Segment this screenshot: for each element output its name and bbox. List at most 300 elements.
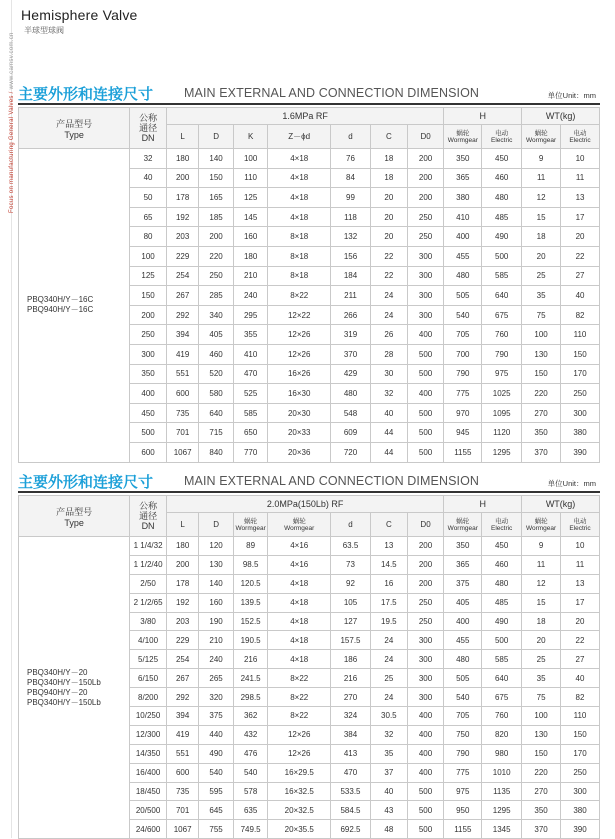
table-cell: 4×18 (268, 207, 331, 227)
table-cell: 8/200 (130, 688, 167, 707)
table-cell: 25 (522, 650, 561, 669)
table-cell: 419 (166, 344, 198, 364)
table-cell: 130 (199, 555, 234, 574)
table-cell: 13 (561, 574, 600, 593)
table-cell: 505 (444, 669, 482, 688)
table-cell: 220 (522, 763, 561, 782)
col-D0: D0 (407, 513, 444, 537)
table-cell: 429 (331, 364, 371, 384)
table-cell: 300 (407, 286, 444, 306)
table-cell: 24 (370, 305, 407, 325)
table-cell: 9 (522, 537, 561, 556)
table-cell: 540 (233, 763, 268, 782)
table-cell: 4×18 (268, 612, 331, 631)
table-cell: 640 (482, 669, 522, 688)
table-cell: 16×26 (268, 364, 331, 384)
table-cell: 99 (331, 188, 371, 208)
table-cell: 240 (233, 286, 268, 306)
table-cell: 37 (370, 763, 407, 782)
table-cell: 405 (444, 593, 482, 612)
table-cell: 770 (233, 442, 268, 462)
table-cell: 157.5 (331, 631, 371, 650)
section-heading (18, 81, 600, 105)
table-cell: 18 (370, 168, 407, 188)
col-D: D (199, 513, 234, 537)
table-cell: 585 (482, 266, 522, 286)
table-cell: 8×18 (268, 246, 331, 266)
table-cell: 400 (407, 707, 444, 726)
col-wt-electric: 电动 Electric (561, 513, 600, 537)
table-cell: 250 (407, 227, 444, 247)
table-cell: 40 (130, 168, 167, 188)
table-cell: 12 (522, 188, 561, 208)
table-cell: 300 (407, 266, 444, 286)
table-cell: 178 (166, 188, 198, 208)
table-cell: 413 (331, 744, 371, 763)
table-cell: 13 (370, 537, 407, 556)
table-cell: 640 (199, 403, 234, 423)
table-cell: 211 (331, 286, 371, 306)
table-cell: 192 (166, 593, 198, 612)
table-cell: 300 (407, 246, 444, 266)
table-cell: 200 (407, 574, 444, 593)
table-cell: 250 (407, 593, 444, 612)
table-cell: 250 (199, 266, 234, 286)
table-cell: 24/600 (130, 820, 167, 839)
table-cell: 1135 (482, 782, 522, 801)
table-cell: 300 (561, 782, 600, 801)
table-cell: 400 (407, 325, 444, 345)
table-cell: 2/50 (130, 574, 167, 593)
table-cell: 384 (331, 725, 371, 744)
table-cell: 40 (561, 669, 600, 688)
table-cell: 11 (522, 555, 561, 574)
table-cell: 500 (407, 403, 444, 423)
table-cell: 950 (444, 801, 482, 820)
table-cell: 380 (561, 801, 600, 820)
table-cell: 76 (331, 149, 371, 169)
table-cell: 500 (130, 423, 167, 443)
table-cell: 450 (130, 403, 167, 423)
table-cell: 30.5 (370, 707, 407, 726)
table-cell: 14.5 (370, 555, 407, 574)
table-cell: 460 (482, 555, 522, 574)
table-cell: 975 (482, 364, 522, 384)
table-cell: 156 (331, 246, 371, 266)
table-cell: 645 (199, 801, 234, 820)
table-cell: 16×29.5 (268, 763, 331, 782)
col-C: C (370, 513, 407, 537)
table-cell: 160 (233, 227, 268, 247)
table-cell: 75 (522, 688, 561, 707)
table-cell: 200 (407, 555, 444, 574)
col-L: L (166, 125, 198, 149)
table-cell: 298.5 (233, 688, 268, 707)
table-cell: 40 (370, 782, 407, 801)
table-cell: 145 (233, 207, 268, 227)
table-cell: 14/350 (130, 744, 167, 763)
table-cell: 609 (331, 423, 371, 443)
table-cell: 390 (561, 442, 600, 462)
table-cell: 22 (561, 631, 600, 650)
table-cell: 125 (130, 266, 167, 286)
table-cell: 400 (444, 227, 482, 247)
table-cell: 4×18 (268, 631, 331, 650)
table-cell: 300 (561, 403, 600, 423)
table-cell: 18 (370, 149, 407, 169)
table-cell: 24 (370, 631, 407, 650)
table-cell: 140 (199, 149, 234, 169)
table-cell: 105 (331, 593, 371, 612)
table-cell: 500 (407, 782, 444, 801)
table-cell: 480 (482, 188, 522, 208)
table-cell: 190.5 (233, 631, 268, 650)
pressure-group-header: 1.6MPa RF (166, 108, 444, 125)
table-cell: 533.5 (331, 782, 371, 801)
table-cell: 500 (407, 820, 444, 839)
table-cell: 250 (561, 763, 600, 782)
table-cell: 20 (370, 207, 407, 227)
table-cell: 1345 (482, 820, 522, 839)
page-subtitle: 半球型球阀 (24, 26, 64, 35)
table-cell: 790 (444, 744, 482, 763)
table-cell: 1155 (444, 442, 482, 462)
table-cell: 650 (233, 423, 268, 443)
table-cell: 1120 (482, 423, 522, 443)
col-h-wormgear: 蜗轮 Wormgear (444, 513, 482, 537)
table-cell: 775 (444, 384, 482, 404)
table-cell: 40 (561, 286, 600, 306)
table-cell: 12/300 (130, 725, 167, 744)
table-cell: 118 (331, 207, 371, 227)
table-cell: 178 (166, 574, 198, 593)
table-cell: 11 (561, 555, 600, 574)
table-cell: 440 (199, 725, 234, 744)
table-cell: 220 (522, 384, 561, 404)
table-cell: 350 (522, 801, 561, 820)
wt-header: WT(kg) (522, 496, 600, 513)
table-cell: 200 (130, 305, 167, 325)
table-cell: 790 (444, 364, 482, 384)
table-cell: 580 (199, 384, 234, 404)
table-cell: 120 (199, 537, 234, 556)
table-cell: 455 (444, 246, 482, 266)
table-cell: 20×32.5 (268, 801, 331, 820)
table-cell: 760 (482, 707, 522, 726)
table-cell: 25 (370, 669, 407, 688)
table-cell: 203 (166, 227, 198, 247)
table-cell: 500 (482, 631, 522, 650)
table-cell: 120.5 (233, 574, 268, 593)
table-cell: 292 (166, 688, 198, 707)
type-header: 产品型号 Type (19, 108, 130, 149)
table-cell: 355 (233, 325, 268, 345)
table-cell: 180 (166, 149, 198, 169)
table-cell: 320 (199, 688, 234, 707)
table-cell: 98.5 (233, 555, 268, 574)
table-cell: 8×18 (268, 227, 331, 247)
table-cell: 551 (166, 364, 198, 384)
side-url: www.camsv.com.cn (9, 32, 15, 90)
table-cell: 975 (444, 782, 482, 801)
table-cell: 490 (199, 744, 234, 763)
table-cell: 10 (561, 537, 600, 556)
table-cell: 460 (199, 344, 234, 364)
table-cell: 20 (522, 631, 561, 650)
page-title: Hemisphere Valve (21, 7, 138, 23)
col-h-wormgear: 蜗轮 Wormgear (444, 125, 482, 149)
table-cell: 180 (233, 246, 268, 266)
table-cell: 170 (561, 364, 600, 384)
table-cell: 24 (370, 286, 407, 306)
table-cell: 300 (407, 669, 444, 688)
table-cell: 460 (482, 168, 522, 188)
table-cell: 1155 (444, 820, 482, 839)
table-cell: 20 (561, 227, 600, 247)
table-cell: 184 (331, 266, 371, 286)
table-cell: 400 (444, 612, 482, 631)
table-cell: 790 (482, 344, 522, 364)
dn-header: 公称 通径 DN (130, 496, 167, 537)
table-cell: 140 (199, 574, 234, 593)
table-cell: 735 (166, 403, 198, 423)
table-cell: 44 (370, 423, 407, 443)
table-cell: 362 (233, 707, 268, 726)
table-cell: 370 (331, 344, 371, 364)
table-cell: 480 (482, 574, 522, 593)
dimension-section-2 (18, 469, 600, 839)
table-cell: 170 (561, 744, 600, 763)
table-cell: 476 (233, 744, 268, 763)
table-cell: 380 (444, 188, 482, 208)
table-cell: 4×18 (268, 593, 331, 612)
table-cell: 4×18 (268, 188, 331, 208)
table-cell: 4×18 (268, 149, 331, 169)
table-cell: 40 (370, 403, 407, 423)
table-cell: 3/80 (130, 612, 167, 631)
section-heading-cn: 主要外形和连接尺寸 (18, 474, 154, 491)
table-cell: 20×33 (268, 423, 331, 443)
table-cell: 450 (482, 149, 522, 169)
table-cell: 300 (407, 650, 444, 669)
col-d: d (331, 513, 371, 537)
table-cell: 635 (233, 801, 268, 820)
table-cell: 186 (331, 650, 371, 669)
table-cell: 400 (407, 744, 444, 763)
table-cell: 241.5 (233, 669, 268, 688)
table-cell: 370 (522, 442, 561, 462)
table-cell: 400 (130, 384, 167, 404)
table-cell: 150 (522, 364, 561, 384)
section-heading (18, 469, 600, 493)
table-cell: 600 (166, 384, 198, 404)
table-cell: 600 (166, 763, 198, 782)
table-cell: 324 (331, 707, 371, 726)
model-cell: PBQ340H/Y－20 PBQ340H/Y－150Lb PBQ940H/Y－20 PBQ340H/Y－150Lb (19, 537, 130, 839)
table-cell: 675 (482, 305, 522, 325)
h-header: H (444, 496, 522, 513)
table-cell: 500 (482, 246, 522, 266)
table-cell: 20×36 (268, 442, 331, 462)
table-cell: 300 (407, 688, 444, 707)
table-cell: 100 (522, 707, 561, 726)
table-cell: 22 (561, 246, 600, 266)
table-cell: 44 (370, 442, 407, 462)
col-K: K (233, 125, 268, 149)
table-cell: 267 (166, 286, 198, 306)
table-cell: 350 (522, 423, 561, 443)
table-cell: 410 (444, 207, 482, 227)
table-cell: 203 (166, 612, 198, 631)
table-cell: 701 (166, 423, 198, 443)
table-cell: 419 (166, 725, 198, 744)
table-cell: 520 (199, 364, 234, 384)
type-header: 产品型号 Type (19, 496, 130, 537)
table-cell: 1 1/4/32 (130, 537, 167, 556)
table-cell: 12×22 (268, 305, 331, 325)
table-cell: 4×18 (268, 650, 331, 669)
table-cell: 500 (407, 423, 444, 443)
table-cell: 270 (522, 403, 561, 423)
table-cell: 130 (522, 344, 561, 364)
table-cell: 410 (233, 344, 268, 364)
table-cell: 35 (522, 286, 561, 306)
table-cell: 100 (233, 149, 268, 169)
table-cell: 319 (331, 325, 371, 345)
table-cell: 10 (561, 149, 600, 169)
table-cell: 749.5 (233, 820, 268, 839)
table-cell: 970 (444, 403, 482, 423)
table-cell: 20×35.5 (268, 820, 331, 839)
table-cell: 150 (130, 286, 167, 306)
col-d: d (331, 125, 371, 149)
table-cell: 5/125 (130, 650, 167, 669)
table-cell: 540 (199, 763, 234, 782)
table-cell: 400 (407, 763, 444, 782)
table-cell: 350 (444, 537, 482, 556)
table-cell: 254 (166, 650, 198, 669)
table-cell: 160 (199, 593, 234, 612)
table-body-2 (19, 537, 600, 839)
table-cell: 295 (233, 305, 268, 325)
table-cell: 82 (561, 305, 600, 325)
table-cell: 150 (199, 168, 234, 188)
table-cell: 12×26 (268, 325, 331, 345)
table-cell: 110 (561, 707, 600, 726)
col-wormgear-3: 蜗轮 Wormgear (233, 513, 268, 537)
table-cell: 1010 (482, 763, 522, 782)
table-cell: 16×30 (268, 384, 331, 404)
table-cell: 945 (444, 423, 482, 443)
table-cell: 705 (444, 325, 482, 345)
table-cell: 394 (166, 707, 198, 726)
dimension-table-2 (18, 495, 600, 839)
table-cell: 190 (199, 612, 234, 631)
table-cell: 26 (370, 325, 407, 345)
table-cell: 270 (331, 688, 371, 707)
table-cell: 110 (561, 325, 600, 345)
table-cell: 300 (407, 631, 444, 650)
table-cell: 490 (482, 612, 522, 631)
table-cell: 165 (199, 188, 234, 208)
table-cell: 485 (482, 593, 522, 612)
col-C: C (370, 125, 407, 149)
table-cell: 150 (561, 725, 600, 744)
table-cell: 28 (370, 344, 407, 364)
table-cell: 27 (561, 650, 600, 669)
table-cell: 735 (166, 782, 198, 801)
pressure-group-header: 2.0MPa(150Lb) RF (166, 496, 443, 513)
table-cell: 130 (522, 725, 561, 744)
table-cell: 200 (407, 188, 444, 208)
table-cell: 210 (233, 266, 268, 286)
table-cell: 4×18 (268, 168, 331, 188)
table-cell: 6/150 (130, 669, 167, 688)
table-cell: 84 (331, 168, 371, 188)
table-cell: 63.5 (331, 537, 371, 556)
section-heading-en: MAIN EXTERNAL AND CONNECTION DIMENSION (184, 86, 480, 100)
table-cell: 300 (130, 344, 167, 364)
table-cell: 22 (370, 246, 407, 266)
table-cell: 500 (407, 442, 444, 462)
table-cell: 229 (166, 246, 198, 266)
table-cell: 2 1/2/65 (130, 593, 167, 612)
table-cell: 1095 (482, 403, 522, 423)
table-cell: 551 (166, 744, 198, 763)
table-cell: 19.5 (370, 612, 407, 631)
table-cell: 270 (522, 782, 561, 801)
table-cell: 400 (407, 384, 444, 404)
table-cell: 20 (370, 227, 407, 247)
table-cell: 1067 (166, 820, 198, 839)
table-cell: 73 (331, 555, 371, 574)
table-cell: 692.5 (331, 820, 371, 839)
table-cell: 20 (561, 612, 600, 631)
table-cell: 127 (331, 612, 371, 631)
table-cell: 705 (444, 707, 482, 726)
table-cell: 132 (331, 227, 371, 247)
table-cell: 75 (522, 305, 561, 325)
table-cell: 375 (444, 574, 482, 593)
table-cell: 525 (233, 384, 268, 404)
table-cell: 267 (166, 669, 198, 688)
table-cell: 1295 (482, 801, 522, 820)
table-cell: 20/500 (130, 801, 167, 820)
section-heading-en: MAIN EXTERNAL AND CONNECTION DIMENSION (184, 474, 480, 488)
table-cell: 980 (482, 744, 522, 763)
table-cell: 8×22 (268, 286, 331, 306)
table-cell: 375 (199, 707, 234, 726)
table-cell: 4×16 (268, 555, 331, 574)
table-cell: 365 (444, 168, 482, 188)
table-cell: 370 (522, 820, 561, 839)
table-cell: 43 (370, 801, 407, 820)
table-cell: 25 (522, 266, 561, 286)
table-cell: 200 (407, 168, 444, 188)
table-cell: 15 (522, 593, 561, 612)
table-cell: 365 (444, 555, 482, 574)
model-cell: PBQ340H/Y－16C PBQ940H/Y－16C (19, 149, 130, 463)
table-cell: 585 (482, 650, 522, 669)
table-cell: 350 (130, 364, 167, 384)
table-cell: 192 (166, 207, 198, 227)
table-cell: 300 (407, 305, 444, 325)
table-cell: 48 (370, 820, 407, 839)
table-cell: 30 (370, 364, 407, 384)
table-cell: 240 (199, 650, 234, 669)
table-cell: 394 (166, 325, 198, 345)
col-h-electric: 电动 Electric (482, 513, 522, 537)
